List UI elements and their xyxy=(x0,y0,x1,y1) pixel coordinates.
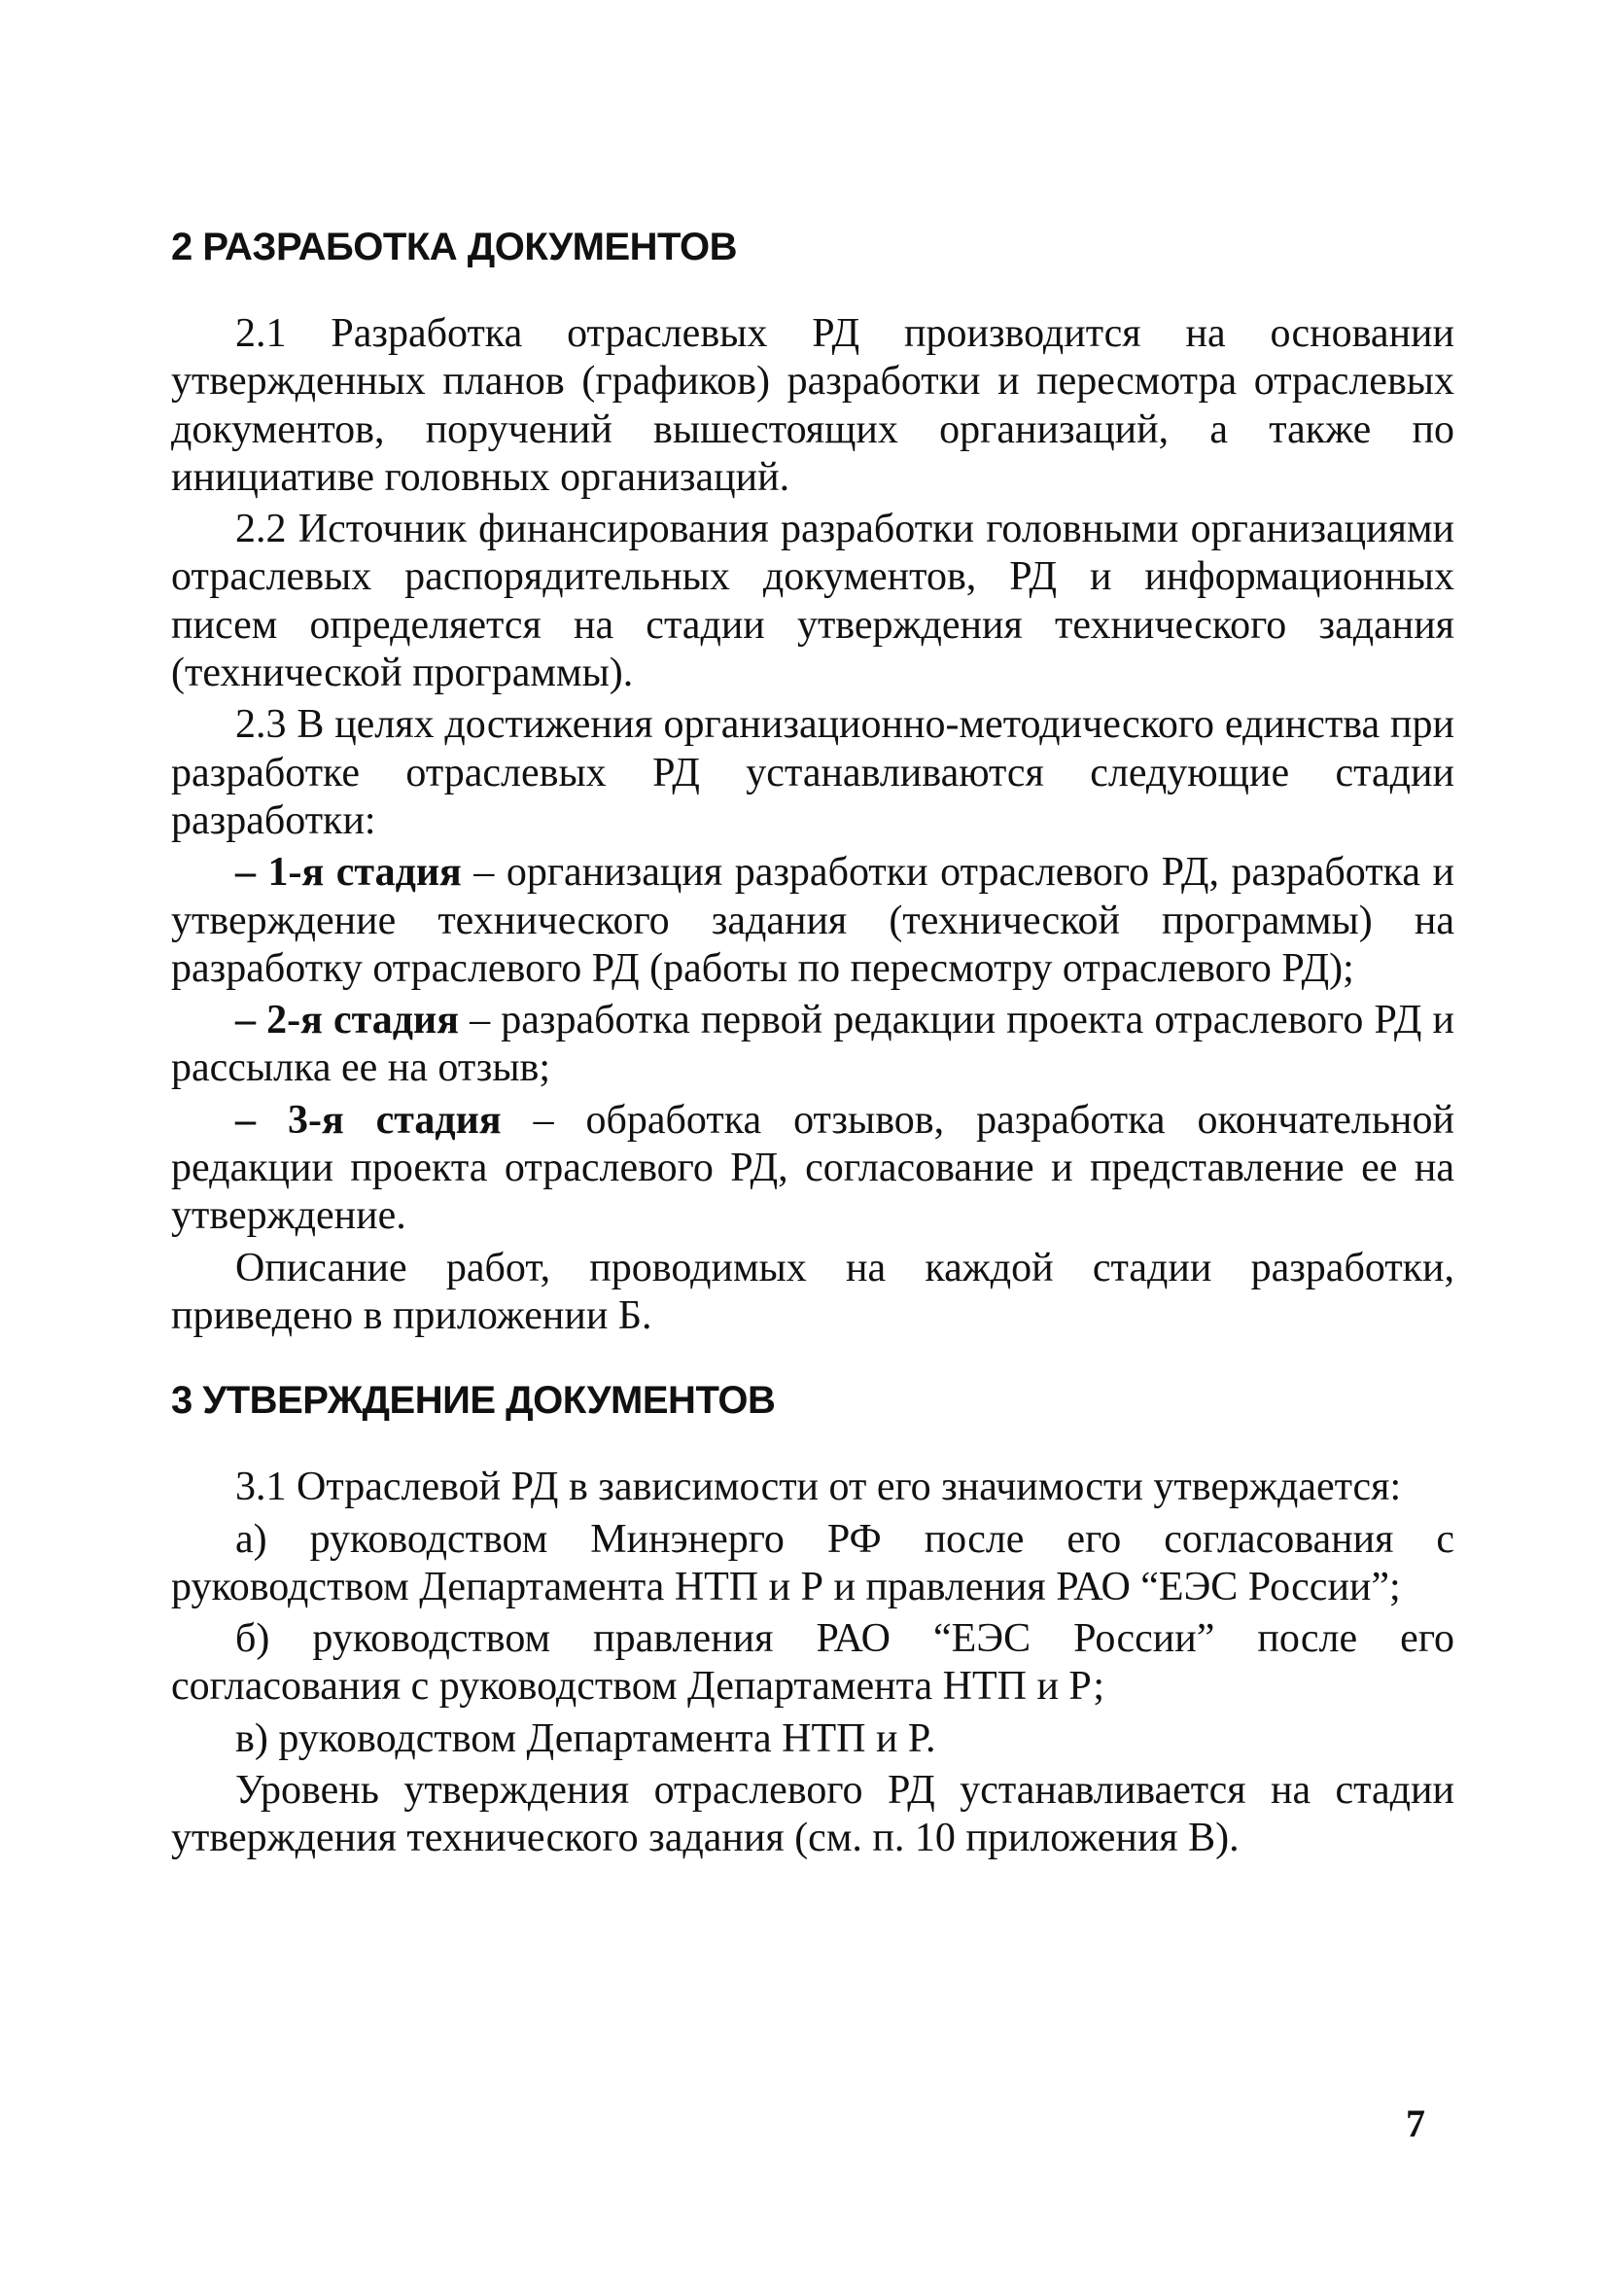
paragraph-2-2: 2.2 Источник финансирования разработки головными организациями отраслевых распорядительных документов, РД и информационных писем определяется на стадии утверждения технического задания (технической программы). xyxy=(171,507,1454,696)
stage-1-term: – 1-я стадия xyxy=(235,850,462,896)
stage-3-term: – 3-я стадия xyxy=(235,1097,502,1143)
page-number: 7 xyxy=(1406,2102,1425,2145)
stage-2-term: – 2-я стадия xyxy=(235,998,459,1043)
paragraph-3-1: 3.1 Отраслевой РД в зависимости от его значимости утверждается: xyxy=(235,1465,1402,1510)
approval-item-b: б) руководством правления РАО “ЕЭС России” после его согласования с руководством Департамента НТП и Р; xyxy=(171,1616,1454,1710)
paragraph-2-1: 2.1 Разработка отраслевых РД производится на основании утвержденных планов (графиков) разработки и пересмотра отраслевых документов, поручений вышестоящих организаций, а также по инициативе головных организаций. xyxy=(171,311,1454,500)
approval-level-paragraph: Уровень утверждения отраслевого РД устанавливается на стадии утверждения технического задания (см. п. 10 приложения В). xyxy=(171,1768,1454,1861)
stage-1-item xyxy=(171,849,1454,993)
approval-item-a: а) руководством Минэнерго РФ после его согласования с руководством Департамента НТП и Р и правления РАО “ЕЭС России”; xyxy=(171,1516,1454,1609)
stage-3-text: – обработка отзывов, разработка окончательной редакции проекта отраслевого РД, согласование и представление ее на утверждение. xyxy=(171,1097,1454,1239)
approval-item-c: в) руководством Департамента НТП и Р. xyxy=(235,1715,936,1761)
stage-3-item xyxy=(171,1097,1454,1241)
stage-1-text: – организация разработки отраслевого РД, разработка и утверждение технического задания (технической программы) на разработку отраслевого РД (работы по пересмотру отраслевого РД); xyxy=(171,850,1454,991)
section-3-heading: 3 УТВЕРЖДЕНИЕ ДОКУМЕНТОВ xyxy=(171,1379,776,1423)
document-page xyxy=(171,226,1454,1867)
paragraph-2-3: 2.3 В целях достижения организационно-методического единства при разработке отраслевых РД устанавливаются следующие стадии разработки: xyxy=(171,702,1454,843)
section-2-heading: 2 РАЗРАБОТКА ДОКУМЕНТОВ xyxy=(171,226,737,268)
stages-description: Описание работ, проводимых на каждой стадии разработки, приведено в приложении Б. xyxy=(171,1245,1454,1338)
stage-2-item xyxy=(171,997,1454,1093)
stage-2-text: – разработка первой редакции проекта отраслевого РД и рассылка ее на отзыв; xyxy=(171,998,1454,1091)
